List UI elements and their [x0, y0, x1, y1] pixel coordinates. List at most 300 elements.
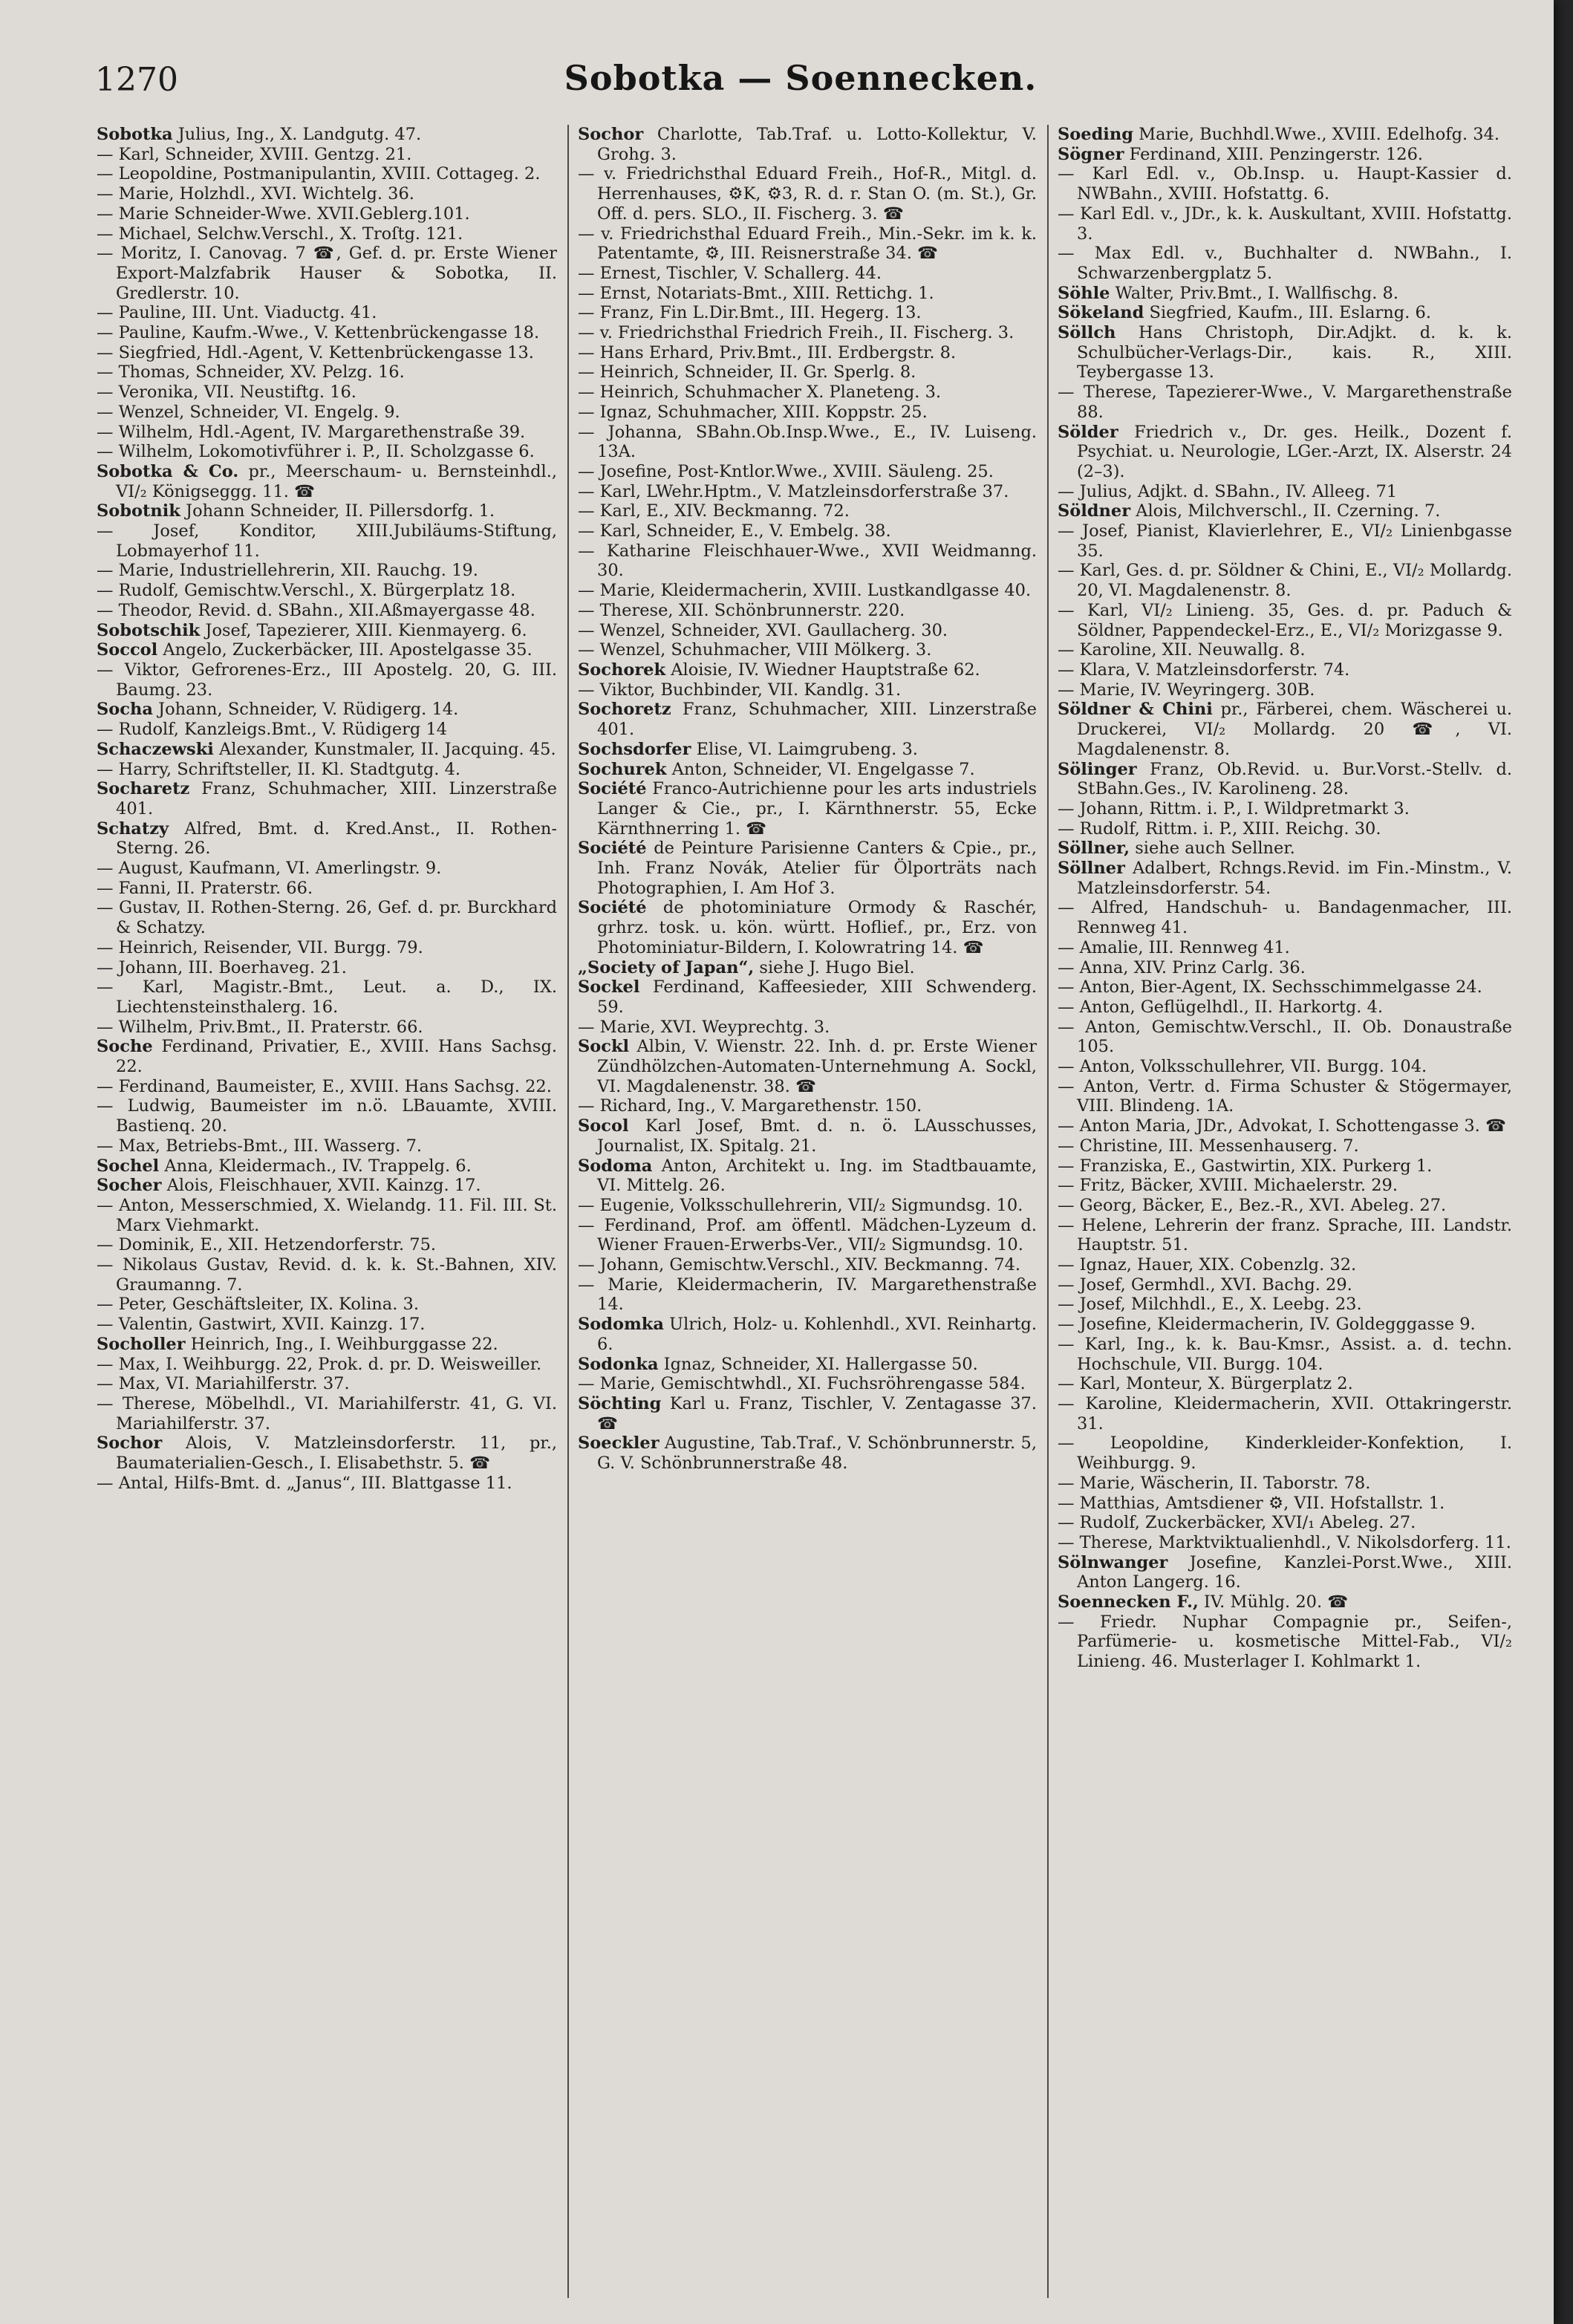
directory-entry: [578, 660, 1037, 680]
entry-text: — v. Friedrichsthal Eduard Freih., Min.-Sekr. im k. k. Patentamte, ⚙, III. Reisnerstraße 34. ☎: [578, 224, 1037, 264]
directory-entry: [97, 819, 557, 859]
directory-entry: [97, 323, 557, 343]
entry-text: Hans Christoph, Dir.Adjkt. d. k. k. Schulbücher-Verlags-Dir., kais. R., XIII. Teybergasse 13.: [1077, 323, 1512, 383]
entry-text: de Peinture Parisienne Canters & Cpie., pr., Inh. Franz Novák, Atelier für Ölporträts nach Photographien, I. Am Hof 3.: [597, 839, 1037, 898]
entry-text: — Georg, Bäcker, E., Bez.-R., XVI. Abeleg. 27.: [1058, 1195, 1447, 1215]
directory-entry: [578, 621, 1037, 641]
entry-text: — Viktor, Gefrorenes-Erz., III Apostelg. 20, G. III. Baumg. 23.: [97, 660, 557, 700]
entry-text: — Marie, Holzhdl., XVI. Wichtelg. 36.: [97, 184, 414, 204]
entry-surname: Sölinger: [1058, 759, 1137, 779]
entry-text: Albin, V. Wienstr. 22. Inh. d. pr. Erste Wiener Zündhölzchen-Automaten-Unternehmung A. Sockl, VI. Magdalenenstr. 38. ☎: [597, 1037, 1037, 1096]
directory-entry: [97, 879, 557, 899]
entry-text: Anna, Kleidermach., IV. Trappelg. 6.: [159, 1156, 472, 1176]
directory-entry: [1058, 997, 1512, 1018]
entry-text: — Heinrich, Reisender, VII. Burgg. 79.: [97, 937, 423, 957]
directory-entry: [1058, 1494, 1512, 1514]
entry-text: Friedrich v., Dr. ges. Heilk., Dozent f. Psychiat. u. Neurologie, LGer.-Arzt, IX. Alserstr. 24 (2–3).: [1077, 422, 1512, 481]
entry-text: — Anton, Gemischtw.Verschl., II. Ob. Donaustraße 105.: [1058, 1017, 1512, 1057]
entry-text: — Peter, Geschäftsleiter, IX. Kolina. 3.: [97, 1295, 419, 1315]
entry-text: — Karl, Schneider, XVIII. Gentzg. 21.: [97, 144, 412, 164]
entry-text: — Josefine, Kleidermacherin, IV. Goldegggasse 9.: [1058, 1315, 1476, 1335]
directory-entry: [1058, 799, 1512, 819]
entry-text: — Marie, XVI. Weyprechtg. 3.: [578, 1017, 830, 1037]
entry-text: — Pauline, III. Unt. Viaductg. 41.: [97, 303, 377, 323]
directory-entry: [97, 898, 557, 937]
entry-text: — Theodor, Revid. d. SBahn., XII.Aßmayergasse 48.: [97, 600, 535, 620]
directory-entry: [1058, 1057, 1512, 1077]
directory-entry: [578, 700, 1037, 739]
directory-entry: [97, 1136, 557, 1156]
entry-surname: Söldner: [1058, 501, 1131, 521]
entry-text: — Karl, Ges. d. pr. Söldner & Chini, E., VI/₂ Mollardg. 20, VI. Magdalenenstr. 8.: [1058, 561, 1512, 601]
entry-text: — Karoline, XII. Neuwallg. 8.: [1058, 640, 1306, 660]
directory-entry: [97, 403, 557, 423]
entry-text: Josef, Tapezierer, XIII. Kienmayerg. 6.: [200, 620, 527, 640]
directory-entry: [97, 442, 557, 462]
entry-surname: Sögner: [1058, 144, 1124, 164]
directory-entry: [1058, 1156, 1512, 1176]
entry-text: — Anton, Messerschmied, X. Wielandg. 11. Fil. III. St. Marx Viehmarkt.: [97, 1195, 557, 1235]
entry-text: Elise, VI. Laimgrubeng. 3.: [691, 739, 918, 759]
entry-text: — Anton, Vertr. d. Firma Schuster & Stögermayer, VIII. Blindeng. 1A.: [1058, 1076, 1512, 1116]
entry-text: — Leopoldine, Postmanipulantin, XVIII. Cottageg. 2.: [97, 164, 541, 184]
entry-text: — Josefine, Post-Kntlor.Wwe., XVIII. Säuleng. 25.: [578, 461, 994, 481]
entry-surname: Sölder: [1058, 422, 1118, 442]
directory-entry: [97, 621, 557, 641]
entry-text: — Max, VI. Mariahilferstr. 37.: [97, 1374, 350, 1394]
directory-entry: [97, 760, 557, 780]
entry-text: — Anton, Geflügelhdl., II. Harkortg. 4.: [1058, 997, 1384, 1017]
entry-surname: Socholler: [97, 1334, 186, 1354]
directory-entry: [578, 462, 1037, 482]
directory-entry: [1058, 660, 1512, 680]
directory-entry: [1058, 561, 1512, 600]
entry-text: pr., Meerschaum- u. Bernsteinhdl., VI/₂ Königseggg. 11. ☎: [116, 461, 557, 501]
entry-text: — Josef, Pianist, Klavierlehrer, E., VI/₂ Linienbgasse 35.: [1058, 521, 1512, 561]
directory-entry: [1058, 1315, 1512, 1335]
entry-text: — Thomas, Schneider, XV. Pelzg. 16.: [97, 362, 405, 383]
entry-text: Ferdinand, XIII. Penzingerstr. 126.: [1124, 144, 1424, 164]
entry-text: — Katharine Fleischhauer-Wwe., XVII Weidmanng. 30.: [578, 541, 1037, 581]
directory-entry: [578, 521, 1037, 541]
directory-entry: [578, 640, 1037, 660]
directory-entry: [97, 977, 557, 1017]
entry-text: Julius, Ing., X. Landgutg. 47.: [172, 125, 422, 144]
entry-text: siehe J. Hugo Biel.: [754, 957, 915, 977]
entry-text: — Marie Schneider-Wwe. XVII.Geblerg.101.: [97, 204, 470, 224]
directory-entry: [97, 1096, 557, 1136]
directory-entry: [1058, 1275, 1512, 1295]
entry-text: — Siegfried, Hdl.-Agent, V. Kettenbrückengasse 13.: [97, 342, 534, 362]
directory-entry: [97, 383, 557, 403]
directory-entry: [1058, 1513, 1512, 1533]
entry-text: — Karl Edl. v., JDr., k. k. Auskultant, XVIII. Hofstattg. 3.: [1058, 204, 1512, 244]
entry-text: — Karl, Ing., k. k. Bau-Kmsr., Assist. a. d. techn. Hochschule, VII. Burgg. 104.: [1058, 1334, 1512, 1374]
directory-entry: [97, 1077, 557, 1097]
entry-text: — Leopoldine, Kinderkleider-Konfektion, I. Weihburgg. 9.: [1058, 1433, 1512, 1474]
entry-surname: Soeding: [1058, 125, 1133, 144]
entry-text: — Marie, Gemischtwhdl., XI. Fuchsröhrengasse 584.: [578, 1374, 1026, 1394]
entry-surname: Sochoretz: [578, 700, 671, 720]
page-number: 1270: [95, 61, 178, 99]
entry-text: — Rudolf, Gemischtw.Verschl., X. Bürgerplatz 18.: [97, 581, 516, 601]
running-head-title: Sobotka — Soennecken.: [564, 58, 1038, 98]
entry-surname: Sockl: [578, 1037, 630, 1057]
entry-text: Aloisie, IV. Wiedner Hauptstraße 62.: [665, 660, 980, 680]
entry-text: Johann, Schneider, V. Rüdigerg. 14.: [152, 700, 459, 720]
directory-entry: [578, 1394, 1037, 1433]
directory-entry: [1058, 1433, 1512, 1473]
entry-text: — Michael, Selchw.Verschl., X. Troſtg. 121.: [97, 224, 463, 244]
entry-text: — Friedr. Nuphar Compagnie pr., Seifen-, Parfümerie- u. kosmetische Mittel-Fab., VI/₂ Linieng. 46. Musterlager I. Kohlmarkt 1.: [1058, 1612, 1512, 1672]
directory-entry: [97, 938, 557, 958]
directory-entry: [97, 1255, 557, 1295]
entry-text: Franz, Ob.Revid. u. Bur.Vorst.-Stellv. d. StBahn.Ges., IV. Karolineng. 28.: [1077, 759, 1512, 799]
entry-text: — Julius, Adjkt. d. SBahn., IV. Alleeg. 71: [1058, 481, 1398, 501]
directory-entry: [578, 601, 1037, 621]
entry-text: — Karl, VI/₂ Linieng. 35, Ges. d. pr. Paduch & Söldner, Pappendeckel-Erz., E., VI/₂ Morizgasse 9.: [1058, 600, 1512, 640]
directory-entry: [97, 224, 557, 244]
entry-surname: Socharetz: [97, 779, 190, 799]
directory-entry: [1058, 244, 1512, 283]
entry-text: — Harry, Schriftsteller, II. Kl. Stadtgutg. 4.: [97, 759, 461, 779]
directory-entry: [97, 660, 557, 700]
directory-entry: [97, 343, 557, 363]
directory-entry: [1058, 1335, 1512, 1374]
entry-text: — Therese, Marktviktualienhdl., V. Nikolsdorferg. 11.: [1058, 1532, 1511, 1552]
entry-text: — Ernest, Tischler, V. Schallerg. 44.: [578, 263, 882, 283]
entry-text: — Heinrich, Schuhmacher X. Planeteng. 3.: [578, 383, 942, 403]
entry-text: — Johann, Rittm. i. P., I. Wildpretmarkt 3.: [1058, 798, 1410, 818]
entry-surname: Sochor: [578, 125, 644, 144]
directory-entry: [97, 1355, 557, 1375]
entry-text: Alfred, Bmt. d. Kred.Anst., II. Rothen-Sterng. 26.: [116, 818, 557, 859]
directory-entry: [1058, 145, 1512, 165]
directory-entry: [578, 581, 1037, 601]
directory-entry: [97, 1474, 557, 1494]
directory-column-3: [1058, 125, 1512, 2298]
entry-text: — Anton, Volksschullehrer, VII. Burgg. 104.: [1058, 1057, 1427, 1077]
entry-text: Angelo, Zuckerbäcker, III. Apostelgasse 35.: [157, 640, 533, 660]
directory-entry: [97, 1374, 557, 1394]
directory-entry: [1058, 521, 1512, 561]
entry-text: — Ignaz, Schuhmacher, XIII. Koppstr. 25.: [578, 402, 928, 422]
directory-entry: [1058, 1474, 1512, 1494]
entry-surname: Sochor: [97, 1433, 163, 1454]
directory-entry: [1058, 1255, 1512, 1275]
entry-surname: Soeckler: [578, 1433, 660, 1454]
entry-text: Franz, Schuhmacher, XIII. Linzerstraße 401.: [597, 700, 1037, 740]
entry-text: Johann Schneider, II. Pillersdorfg. 1.: [180, 501, 495, 521]
entry-text: pr., Färberei, chem. Wäscherei u. Druckerei, VI/₂ Mollardg. 20 ☎, VI. Magdalenenstr. 8.: [1077, 700, 1512, 759]
entry-text: — Ernst, Notariats-Bmt., XIII. Rettichg. 1.: [578, 283, 934, 303]
entry-text: — Johann, Gemischtw.Verschl., XIV. Beckmanng. 74.: [578, 1255, 1021, 1275]
directory-column-1: [97, 125, 557, 2298]
directory-entry: [97, 1176, 557, 1196]
directory-entry: [578, 501, 1037, 521]
entry-text: — Ferdinand, Baumeister, E., XVIII. Hans Sachsg. 22.: [97, 1076, 552, 1096]
entry-text: — Johann, III. Boerhaveg. 21.: [97, 957, 347, 977]
entry-surname: Socher: [97, 1176, 162, 1196]
entry-text: — Antal, Hilfs-Bmt. d. „Janus“, III. Blattgasse 11.: [97, 1473, 512, 1493]
entry-surname: Soccol: [97, 640, 158, 660]
directory-entry: [97, 1295, 557, 1315]
entry-text: — Eugenie, Volksschullehrerin, VII/₂ Sigmundsg. 10.: [578, 1195, 1023, 1215]
entry-surname: Sockel: [578, 977, 640, 997]
directory-entry: [1058, 977, 1512, 997]
entry-text: — Marie, IV. Weyringerg. 30B.: [1058, 680, 1315, 700]
entry-text: Alois, V. Matzleinsdorferstr. 11, pr., Baumaterialien-Gesch., I. Elisabethstr. 5. ☎: [116, 1433, 557, 1474]
directory-entry: [97, 958, 557, 978]
directory-entry: [578, 125, 1037, 164]
entry-text: Marie, Buchhdl.Wwe., XVIII. Edelhofg. 34.: [1133, 125, 1500, 144]
entry-surname: Sochel: [97, 1156, 160, 1176]
entry-text: — Viktor, Buchbinder, VII. Kandlg. 31.: [578, 680, 902, 700]
entry-text: — Therese, Möbelhdl., VI. Mariahilferstr. 41, G. VI. Mariahilferstr. 37.: [97, 1394, 557, 1433]
directory-entry: [1058, 303, 1512, 323]
entry-text: — Marie, Industriellehrerin, XII. Rauchg. 19.: [97, 561, 478, 581]
directory-entry: [1058, 1295, 1512, 1315]
entry-text: — Fritz, Bäcker, XVIII. Michaelerstr. 29.: [1058, 1176, 1398, 1196]
entry-text: — Wenzel, Schneider, XVI. Gaullacherg. 30.: [578, 620, 948, 640]
directory-entry: [97, 184, 557, 204]
entry-text: — Anton Maria, JDr., Advokat, I. Schottengasse 3. ☎: [1058, 1116, 1507, 1136]
directory-entry: [578, 284, 1037, 304]
directory-entry: [97, 145, 557, 165]
entry-text: — Max Edl. v., Buchhalter d. NWBahn., I. Schwarzenbergplatz 5.: [1058, 244, 1512, 283]
directory-entry: [97, 423, 557, 443]
entry-text: Ferdinand, Privatier, E., XVIII. Hans Sachsg. 22.: [116, 1037, 557, 1077]
entry-surname: Söchting: [578, 1394, 662, 1413]
directory-entry: [1058, 898, 1512, 937]
directory-entry: [578, 1374, 1037, 1394]
entry-surname: Sobotka: [97, 125, 173, 144]
entry-text: — Helene, Lehrerin der franz. Sprache, III. Landstr. Hauptstr. 51.: [1058, 1215, 1512, 1255]
entry-text: — Ferdinand, Prof. am öffentl. Mädchen-Lyzeum d. Wiener Frauen-Erwerbs-Ver., VII/₂ Sigmundsg. 10.: [578, 1215, 1037, 1255]
directory-entry: [1058, 1018, 1512, 1057]
directory-entry: [97, 501, 557, 521]
entry-text: — Karl, LWehr.Hptm., V. Matzleinsdorferstraße 37.: [578, 481, 1009, 501]
directory-entry: [578, 383, 1037, 403]
entry-text: — Christine, III. Messenhauserg. 7.: [1058, 1136, 1359, 1156]
entry-surname: Socha: [97, 700, 153, 720]
directory-entry: [578, 343, 1037, 363]
directory-entry: [578, 164, 1037, 224]
entry-surname: Söllch: [1058, 323, 1116, 343]
directory-entry: [97, 779, 557, 818]
entry-surname: Sochorek: [578, 660, 666, 680]
entry-surname: Sökeland: [1058, 303, 1144, 323]
directory-entry: [97, 561, 557, 581]
entry-text: Karl u. Franz, Tischler, V. Zentagasse 37. ☎: [597, 1394, 1037, 1433]
entry-text: — Wilhelm, Hdl.-Agent, IV. Margarethenstraße 39.: [97, 422, 526, 442]
entry-text: — Amalie, III. Rennweg 41.: [1058, 937, 1290, 957]
entry-surname: Sölnwanger: [1058, 1552, 1168, 1572]
entry-text: — Valentin, Gastwirt, XVII. Kainzg. 17.: [97, 1315, 426, 1335]
directory-entry: [1058, 1176, 1512, 1196]
entry-text: — Klara, V. Matzleinsdorferstr. 74.: [1058, 660, 1350, 680]
entry-text: Walter, Priv.Bmt., I. Wallfischg. 8.: [1110, 283, 1399, 303]
entry-text: — Anna, XIV. Prinz Carlg. 36.: [1058, 957, 1306, 977]
entry-text: — Matthias, Amtsdiener ⚙, VII. Hofstallstr. 1.: [1058, 1493, 1445, 1513]
entry-text: Anton, Architekt u. Ing. im Stadtbauamte, VI. Mittelg. 26.: [597, 1156, 1037, 1196]
entry-text: — Nikolaus Gustav, Revid. d. k. k. St.-Bahnen, XIV. Graumanng. 7.: [97, 1255, 557, 1295]
directory-entry: [578, 977, 1037, 1017]
entry-text: — Heinrich, Schneider, II. Gr. Sperlg. 8.: [578, 362, 916, 383]
entry-text: — Anton, Bier-Agent, IX. Sechsschimmelgasse 24.: [1058, 977, 1482, 997]
directory-entry: [1058, 680, 1512, 700]
entry-text: Franco-Autrichienne pour les arts industriels Langer & Cie., pr., I. Kärnthnerstr. 55, Ecke Kärnthnerring 1. ☎: [597, 779, 1037, 839]
entry-text: Ulrich, Holz- u. Kohlenhdl., XVI. Reinhartg. 6.: [597, 1315, 1037, 1354]
directory-entry: [1058, 760, 1512, 799]
entry-surname: Sochurek: [578, 759, 667, 779]
directory-entry: [1058, 482, 1512, 502]
entry-text: — Franziska, E., Gastwirtin, XIX. Purkerg 1.: [1058, 1156, 1433, 1176]
directory-entry: [1058, 1116, 1512, 1136]
entry-text: — Dominik, E., XII. Hetzendorferstr. 75.: [97, 1235, 437, 1255]
entry-text: — Wilhelm, Lokomotivführer i. P., II. Scholzgasse 6.: [97, 442, 535, 462]
entry-surname: Société: [578, 839, 647, 859]
directory-entry: [578, 482, 1037, 502]
directory-entry: [97, 1433, 557, 1473]
entry-surname: Socol: [578, 1116, 629, 1136]
entry-surname: Sobotka & Co.: [97, 461, 239, 481]
entry-text: Josefine, Kanzlei-Porst.Wwe., XIII. Anton Langerg. 16.: [1077, 1552, 1512, 1592]
directory-entry: [97, 1018, 557, 1038]
directory-entry: [578, 779, 1037, 839]
directory-entry: [1058, 125, 1512, 145]
entry-text: — Max, I. Weihburgg. 22, Prok. d. pr. D. Weisweiller.: [97, 1354, 542, 1374]
directory-entry: [578, 323, 1037, 343]
entry-text: — Karl, Magistr.-Bmt., Leut. a. D., IX. Liechtensteinsthalerg. 16.: [97, 977, 557, 1017]
directory-entry: [578, 423, 1037, 462]
entry-surname: Soche: [97, 1037, 153, 1057]
directory-entry: [97, 521, 557, 561]
entry-text: Karl Josef, Bmt. d. n. ö. LAusschusses, Journalist, IX. Spitalg. 21.: [597, 1116, 1037, 1156]
entry-text: — Fanni, II. Praterstr. 66.: [97, 878, 313, 898]
directory-entry: [1058, 601, 1512, 640]
column-rule: [567, 125, 569, 2298]
directory-entry: [97, 244, 557, 303]
directory-entry: [578, 1096, 1037, 1116]
directory-entry: [1058, 383, 1512, 422]
entry-text: — Johanna, SBahn.Ob.Insp.Wwe., E., IV. Luiseng. 13A.: [578, 422, 1037, 462]
directory-entry: [1058, 1553, 1512, 1592]
entry-text: — Pauline, Kaufm.-Wwe., V. Kettenbrückengasse 18.: [97, 323, 540, 343]
directory-entry: [578, 1275, 1037, 1315]
directory-entry: [578, 1037, 1037, 1096]
directory-entry: [1058, 640, 1512, 660]
directory-entry: [1058, 1374, 1512, 1394]
directory-entry: [578, 1216, 1037, 1255]
entry-text: — Wenzel, Schneider, VI. Engelg. 9.: [97, 402, 400, 422]
directory-entry: [1058, 839, 1512, 859]
directory-entry: [1058, 423, 1512, 482]
entry-surname: Soennecken F.,: [1058, 1592, 1199, 1612]
entry-surname: Société: [578, 898, 647, 918]
directory-entry: [1058, 1592, 1512, 1612]
directory-entry: [578, 958, 1037, 978]
directory-entry: [97, 362, 557, 383]
directory-column-2: [578, 125, 1037, 2298]
directory-entry: [97, 581, 557, 601]
directory-entry: [578, 740, 1037, 760]
entry-text: Alois, Fleischhauer, XVII. Kainzg. 17.: [161, 1176, 481, 1196]
directory-entry: [97, 640, 557, 660]
directory-entry: [1058, 501, 1512, 521]
directory-entry: [1058, 700, 1512, 759]
entry-surname: Société: [578, 779, 647, 799]
directory-entry: [578, 541, 1037, 581]
directory-entry: [1058, 1394, 1512, 1433]
entry-text: Alexander, Kunstmaler, II. Jacquing. 45.: [213, 739, 556, 759]
directory-entry: [97, 601, 557, 621]
entry-text: — Wenzel, Schuhmacher, VIII Mölkerg. 3.: [578, 640, 932, 660]
entry-text: — Therese, XII. Schönbrunnerstr. 220.: [578, 600, 905, 620]
directory-entry: [97, 1335, 557, 1355]
entry-text: — Karl Edl. v., Ob.Insp. u. Haupt-Kassier d. NWBahn., XVIII. Hofstattg. 6.: [1058, 164, 1512, 204]
directory-entry: [97, 204, 557, 224]
entry-text: — Richard, Ing., V. Margarethenstr. 150.: [578, 1096, 922, 1116]
entry-surname: Sobotschik: [97, 620, 201, 640]
entry-text: — Hans Erhard, Priv.Bmt., III. Erdbergstr. 8.: [578, 342, 957, 362]
directory-entry: [1058, 1612, 1512, 1672]
entry-text: Siegfried, Kaufm., III. Eslarng. 6.: [1144, 303, 1431, 323]
directory-entry: [97, 1394, 557, 1433]
entry-surname: Sochsdorfer: [578, 739, 691, 759]
entry-text: — Max, Betriebs-Bmt., III. Wasserg. 7.: [97, 1136, 423, 1156]
directory-entry: [578, 1156, 1037, 1196]
directory-entry: [578, 680, 1037, 700]
entry-text: Ignaz, Schneider, XI. Hallergasse 50.: [658, 1354, 978, 1374]
entry-text: — Franz, Fin L.Dir.Bmt., III. Hegerg. 13.: [578, 303, 922, 323]
directory-entry: [578, 1255, 1037, 1275]
entry-surname: Sodoma: [578, 1156, 653, 1176]
directory-entry: [97, 164, 557, 184]
entry-text: — Karl, Monteur, X. Bürgerplatz 2.: [1058, 1374, 1353, 1394]
entry-text: — Gustav, II. Rothen-Sterng. 26, Gef. d. pr. Burckhard & Schatzy.: [97, 898, 557, 938]
entry-text: Alois, Milchverschl., II. Czerning. 7.: [1130, 501, 1441, 521]
entry-text: — Josef, Milchhdl., E., X. Leebg. 23.: [1058, 1295, 1362, 1315]
directory-entry: [1058, 1216, 1512, 1255]
entry-text: — Ignaz, Hauer, XIX. Cobenzlg. 32.: [1058, 1255, 1357, 1275]
entry-surname: Söhle: [1058, 283, 1110, 303]
directory-entry: [578, 264, 1037, 284]
directory-entry: [97, 720, 557, 740]
entry-text: — Therese, Tapezierer-Wwe., V. Margarethenstraße 88.: [1058, 383, 1512, 422]
entry-surname: „Society of Japan“,: [578, 957, 755, 977]
entry-text: — Josef, Germhdl., XVI. Bachg. 29.: [1058, 1275, 1352, 1295]
directory-entry: [97, 1037, 557, 1076]
entry-text: — August, Kaufmann, VI. Amerlingstr. 9.: [97, 859, 442, 879]
entry-surname: Schatzy: [97, 818, 169, 839]
directory-entry: [1058, 1077, 1512, 1116]
entry-text: Franz, Schuhmacher, XIII. Linzerstraße 401.: [116, 779, 557, 818]
directory-entry: [578, 760, 1037, 780]
entry-text: — Veronika, VII. Neustiftg. 16.: [97, 383, 356, 403]
directory-entry: [1058, 1196, 1512, 1216]
directory-entry: [1058, 1533, 1512, 1553]
entry-text: — Karl, Schneider, E., V. Embelg. 38.: [578, 521, 891, 541]
directory-entry: [97, 740, 557, 760]
directory-entry: [1058, 859, 1512, 898]
entry-text: Adalbert, Rchngs.Revid. im Fin.-Minstm., V. Matzleinsdorferstr. 54.: [1077, 859, 1512, 898]
column-rule: [1047, 125, 1049, 2298]
directory-entry: [97, 1156, 557, 1176]
directory-entry: [1058, 323, 1512, 383]
directory-entry: [97, 700, 557, 720]
entry-text: IV. Mühlg. 20. ☎: [1198, 1592, 1349, 1612]
